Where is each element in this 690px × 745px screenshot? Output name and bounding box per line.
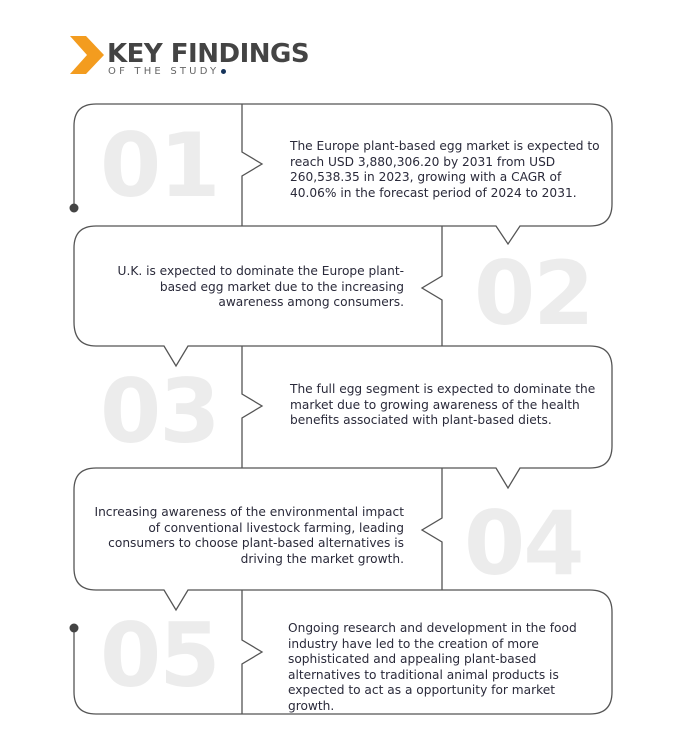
finding-text-02: U.K. is expected to dominate the Europe plant-based egg market due to the increasing awareness among consumers. bbox=[117, 264, 404, 309]
finding-number-01: 01 bbox=[100, 114, 219, 217]
finding-number-03: 03 bbox=[100, 360, 219, 463]
finding-number-05: 05 bbox=[100, 604, 219, 707]
end-dot-icon bbox=[70, 624, 79, 633]
finding-number-04: 04 bbox=[464, 492, 583, 595]
divider-2 bbox=[422, 226, 442, 346]
finding-text-03: The full egg segment is expected to dominate the market due to growing awareness of the health benefits associated with plant-based diets. bbox=[290, 382, 596, 427]
divider-3 bbox=[242, 346, 262, 468]
page-title: KEY FINDINGS bbox=[107, 39, 310, 69]
divider-1 bbox=[242, 104, 262, 226]
divider-4 bbox=[422, 468, 442, 590]
finding-text-05: Ongoing research and development in the food industry have led to the creation of more sophisticated and appealing plant-based alternatives to traditional animal products is expected to act as a opportunity for market growth. bbox=[288, 621, 577, 713]
finding-text-01: The Europe plant-based egg market is expected to reach USD 3,880,306.20 by 2031 from USD 260,538.35 in 2023, growing with a CAGR of 40.06% in the forecast period of 2024 to 2031. bbox=[290, 139, 600, 200]
finding-text-04: Increasing awareness of the environmental impact of conventional livestock farming, leading consumers to choose plant-based alternatives is driving the market growth. bbox=[94, 505, 404, 566]
page-subtitle: OF THE STUDY bbox=[108, 66, 226, 77]
finding-number-02: 02 bbox=[474, 242, 593, 345]
divider-5 bbox=[242, 590, 262, 714]
start-dot-icon bbox=[70, 204, 79, 213]
